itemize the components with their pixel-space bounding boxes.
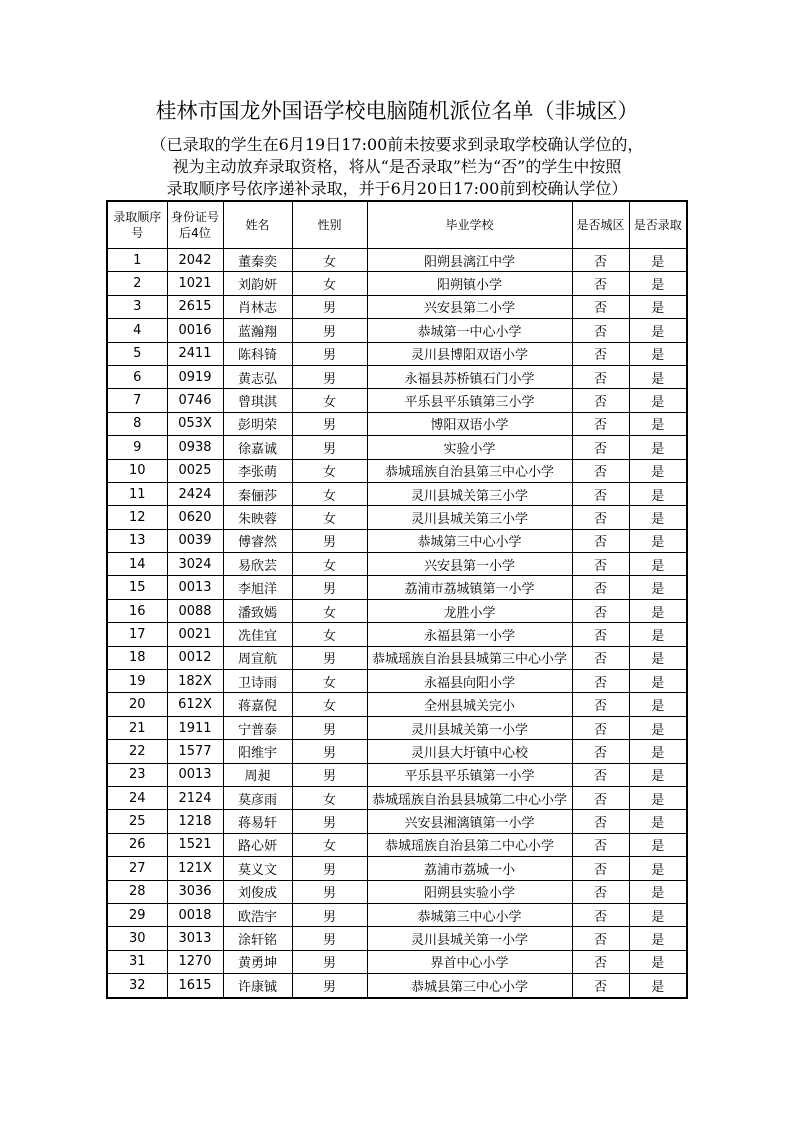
cell-order: 11: [107, 482, 167, 505]
cell-order: 29: [107, 903, 167, 926]
cell-urban: 否: [572, 319, 629, 342]
table-row: [107, 459, 687, 482]
cell-order: 1: [107, 249, 167, 272]
cell-id: 1521: [167, 833, 223, 856]
cell-order: 5: [107, 342, 167, 365]
cell-admitted: 是: [629, 974, 687, 998]
cell-id: 612X: [167, 693, 223, 716]
table-row: [107, 412, 687, 435]
cell-name: 宁普泰: [223, 716, 292, 739]
cell-urban: 否: [572, 693, 629, 716]
cell-gender: 女: [292, 482, 367, 505]
cell-order: 16: [107, 599, 167, 622]
cell-name: 蓝瀚翔: [223, 319, 292, 342]
table-row: [107, 272, 687, 295]
cell-name: 卫诗雨: [223, 670, 292, 693]
table-row: [107, 740, 687, 763]
notice-line: （已录取的学生在6月19日17:00前未按要求到录取学校确认学位的，: [150, 135, 644, 154]
cell-name: 秦俪莎: [223, 482, 292, 505]
cell-urban: 否: [572, 927, 629, 950]
cell-admitted: 是: [629, 623, 687, 646]
table-row: [107, 319, 687, 342]
cell-school: 灵川县城关第三小学: [367, 506, 572, 529]
cell-admitted: 是: [629, 272, 687, 295]
cell-id: 2042: [167, 249, 223, 272]
cell-gender: 女: [292, 389, 367, 412]
cell-urban: 否: [572, 833, 629, 856]
cell-name: 周昶: [223, 763, 292, 786]
cell-name: 蒋易轩: [223, 810, 292, 833]
cell-order: 13: [107, 529, 167, 552]
cell-urban: 否: [572, 553, 629, 576]
cell-name: 周宣航: [223, 646, 292, 669]
cell-name: 冼佳宜: [223, 623, 292, 646]
cell-admitted: 是: [629, 646, 687, 669]
cell-admitted: 是: [629, 506, 687, 529]
cell-name: 蒋嘉倪: [223, 693, 292, 716]
cell-id: 1218: [167, 810, 223, 833]
cell-order: 10: [107, 459, 167, 482]
table-row: [107, 950, 687, 973]
cell-urban: 否: [572, 763, 629, 786]
cell-name: 李张萌: [223, 459, 292, 482]
cell-school: 恭城瑶族自治县第二中心小学: [367, 833, 572, 856]
table-row: [107, 599, 687, 622]
cell-admitted: 是: [629, 599, 687, 622]
cell-gender: 男: [292, 903, 367, 926]
cell-id: 1615: [167, 974, 223, 998]
table-row: [107, 623, 687, 646]
table-row: [107, 786, 687, 809]
table-row: [107, 880, 687, 903]
cell-id: 3013: [167, 927, 223, 950]
cell-school: 恭城第一中心小学: [367, 319, 572, 342]
cell-urban: 否: [572, 623, 629, 646]
table-row: [107, 249, 687, 272]
cell-school: 平乐县平乐镇第三小学: [367, 389, 572, 412]
page-title: 桂林市国龙外国语学校电脑随机派位名单（非城区）: [155, 99, 639, 123]
cell-admitted: 是: [629, 740, 687, 763]
cell-admitted: 是: [629, 950, 687, 973]
cell-admitted: 是: [629, 249, 687, 272]
cell-school: 阳朔县漓江中学: [367, 249, 572, 272]
cell-name: 阳维宇: [223, 740, 292, 763]
cell-school: 实验小学: [367, 436, 572, 459]
cell-name: 董秦奕: [223, 249, 292, 272]
table-row: [107, 389, 687, 412]
cell-urban: 否: [572, 249, 629, 272]
cell-school: 全州县城关完小: [367, 693, 572, 716]
cell-gender: 男: [292, 319, 367, 342]
cell-admitted: 是: [629, 576, 687, 599]
cell-school: 恭城县第三中心小学: [367, 974, 572, 998]
cell-gender: 男: [292, 646, 367, 669]
cell-school: 恭城瑶族自治县县城第三中心小学: [367, 646, 572, 669]
cell-school: 兴安县第二小学: [367, 295, 572, 318]
cell-admitted: 是: [629, 365, 687, 388]
table-row: [107, 506, 687, 529]
col-header-school: 毕业学校: [367, 201, 572, 249]
cell-order: 9: [107, 436, 167, 459]
cell-school: 界首中心小学: [367, 950, 572, 973]
cell-school: 阳朔县实验小学: [367, 880, 572, 903]
cell-id: 0025: [167, 459, 223, 482]
cell-admitted: 是: [629, 716, 687, 739]
table-row: [107, 857, 687, 880]
cell-urban: 否: [572, 389, 629, 412]
cell-gender: 女: [292, 553, 367, 576]
cell-id: 2411: [167, 342, 223, 365]
notice-line: 视为主动放弃录取资格，将从“是否录取”栏为“否”的学生中按照: [172, 157, 622, 176]
table-row: [107, 763, 687, 786]
cell-urban: 否: [572, 857, 629, 880]
table-row: [107, 974, 687, 998]
cell-order: 32: [107, 974, 167, 998]
cell-urban: 否: [572, 646, 629, 669]
cell-order: 27: [107, 857, 167, 880]
cell-order: 6: [107, 365, 167, 388]
cell-admitted: 是: [629, 295, 687, 318]
cell-admitted: 是: [629, 553, 687, 576]
cell-gender: 女: [292, 459, 367, 482]
cell-urban: 否: [572, 740, 629, 763]
cell-order: 21: [107, 716, 167, 739]
notice-line: 录取顺序号依序递补录取，并于6月20日17:00前到校确认学位）: [166, 179, 628, 198]
cell-name: 傅睿然: [223, 529, 292, 552]
cell-urban: 否: [572, 974, 629, 998]
cell-gender: 女: [292, 693, 367, 716]
cell-admitted: 是: [629, 412, 687, 435]
cell-urban: 否: [572, 810, 629, 833]
cell-gender: 男: [292, 950, 367, 973]
cell-id: 182X: [167, 670, 223, 693]
cell-urban: 否: [572, 880, 629, 903]
cell-school: 灵川县城关第一小学: [367, 716, 572, 739]
table-body: [107, 249, 687, 998]
cell-school: 灵川县城关第三小学: [367, 482, 572, 505]
cell-order: 14: [107, 553, 167, 576]
cell-name: 黄勇坤: [223, 950, 292, 973]
col-header-name: 姓名: [223, 201, 292, 249]
cell-id: 0013: [167, 763, 223, 786]
cell-school: 龙胜小学: [367, 599, 572, 622]
cell-name: 莫彦雨: [223, 786, 292, 809]
cell-name: 李旭洋: [223, 576, 292, 599]
cell-gender: 男: [292, 529, 367, 552]
cell-school: 博阳双语小学: [367, 412, 572, 435]
cell-gender: 男: [292, 342, 367, 365]
cell-id: 0919: [167, 365, 223, 388]
col-header-admitted: 是否录取: [629, 201, 687, 249]
cell-gender: 女: [292, 670, 367, 693]
cell-id: 0012: [167, 646, 223, 669]
cell-order: 18: [107, 646, 167, 669]
cell-order: 17: [107, 623, 167, 646]
cell-id: 053X: [167, 412, 223, 435]
cell-admitted: 是: [629, 389, 687, 412]
cell-urban: 否: [572, 950, 629, 973]
cell-order: 20: [107, 693, 167, 716]
cell-gender: 女: [292, 272, 367, 295]
cell-urban: 否: [572, 670, 629, 693]
cell-gender: 男: [292, 740, 367, 763]
cell-name: 易欣芸: [223, 553, 292, 576]
cell-admitted: 是: [629, 880, 687, 903]
cell-order: 26: [107, 833, 167, 856]
cell-school: 灵川县博阳双语小学: [367, 342, 572, 365]
table-row: [107, 295, 687, 318]
cell-gender: 男: [292, 810, 367, 833]
cell-id: 2124: [167, 786, 223, 809]
cell-admitted: 是: [629, 786, 687, 809]
cell-id: 0016: [167, 319, 223, 342]
cell-admitted: 是: [629, 927, 687, 950]
cell-admitted: 是: [629, 857, 687, 880]
table-row: [107, 903, 687, 926]
cell-school: 平乐县平乐镇第一小学: [367, 763, 572, 786]
cell-order: 3: [107, 295, 167, 318]
cell-id: 1911: [167, 716, 223, 739]
cell-gender: 女: [292, 786, 367, 809]
cell-urban: 否: [572, 786, 629, 809]
col-header-id: 身份证号后4位: [167, 201, 223, 249]
cell-gender: 男: [292, 576, 367, 599]
table-row: [107, 670, 687, 693]
cell-gender: 男: [292, 927, 367, 950]
cell-admitted: 是: [629, 482, 687, 505]
cell-order: 2: [107, 272, 167, 295]
table-row: [107, 342, 687, 365]
cell-gender: 男: [292, 365, 367, 388]
cell-urban: 否: [572, 436, 629, 459]
cell-school: 兴安县湘漓镇第一小学: [367, 810, 572, 833]
table-row: [107, 482, 687, 505]
cell-id: 0938: [167, 436, 223, 459]
cell-school: 永福县苏桥镇石门小学: [367, 365, 572, 388]
cell-gender: 男: [292, 880, 367, 903]
cell-school: 兴安县第一小学: [367, 553, 572, 576]
cell-school: 恭城第三中心小学: [367, 529, 572, 552]
cell-gender: 男: [292, 974, 367, 998]
cell-school: 阳朔镇小学: [367, 272, 572, 295]
cell-admitted: 是: [629, 319, 687, 342]
cell-name: 许康铖: [223, 974, 292, 998]
cell-gender: 男: [292, 763, 367, 786]
cell-name: 欧浩宇: [223, 903, 292, 926]
cell-order: 23: [107, 763, 167, 786]
cell-id: 0088: [167, 599, 223, 622]
cell-admitted: 是: [629, 903, 687, 926]
table-header-row: [107, 201, 687, 249]
cell-admitted: 是: [629, 529, 687, 552]
cell-name: 彭明荣: [223, 412, 292, 435]
cell-urban: 否: [572, 506, 629, 529]
admission-table: [106, 200, 688, 999]
cell-school: 恭城瑶族自治县县城第二中心小学: [367, 786, 572, 809]
cell-name: 涂轩铭: [223, 927, 292, 950]
cell-name: 肖林志: [223, 295, 292, 318]
cell-admitted: 是: [629, 342, 687, 365]
cell-order: 4: [107, 319, 167, 342]
col-header-gender: 性别: [292, 201, 367, 249]
cell-urban: 否: [572, 482, 629, 505]
cell-order: 25: [107, 810, 167, 833]
cell-name: 潘致嫣: [223, 599, 292, 622]
cell-school: 荔浦市荔城镇第一小学: [367, 576, 572, 599]
table-row: [107, 810, 687, 833]
cell-school: 恭城瑶族自治县第三中心小学: [367, 459, 572, 482]
cell-id: 2424: [167, 482, 223, 505]
cell-urban: 否: [572, 295, 629, 318]
cell-gender: 男: [292, 857, 367, 880]
table-row: [107, 693, 687, 716]
cell-id: 0021: [167, 623, 223, 646]
cell-urban: 否: [572, 599, 629, 622]
cell-id: 1577: [167, 740, 223, 763]
cell-gender: 女: [292, 833, 367, 856]
cell-id: 1021: [167, 272, 223, 295]
cell-urban: 否: [572, 903, 629, 926]
cell-urban: 否: [572, 412, 629, 435]
cell-urban: 否: [572, 576, 629, 599]
cell-urban: 否: [572, 272, 629, 295]
cell-id: 0018: [167, 903, 223, 926]
cell-gender: 女: [292, 506, 367, 529]
cell-admitted: 是: [629, 833, 687, 856]
table-row: [107, 576, 687, 599]
cell-admitted: 是: [629, 459, 687, 482]
table-row: [107, 365, 687, 388]
table-row: [107, 529, 687, 552]
cell-gender: 女: [292, 249, 367, 272]
cell-name: 黄志弘: [223, 365, 292, 388]
cell-urban: 否: [572, 365, 629, 388]
cell-name: 陈科锜: [223, 342, 292, 365]
cell-name: 曾琪淇: [223, 389, 292, 412]
cell-id: 2615: [167, 295, 223, 318]
cell-id: 1270: [167, 950, 223, 973]
cell-id: 0620: [167, 506, 223, 529]
col-header-order: 录取顺序号: [107, 201, 167, 249]
cell-school: 荔浦市荔城一小: [367, 857, 572, 880]
notice: [0, 134, 794, 200]
cell-school: 永福县向阳小学: [367, 670, 572, 693]
cell-order: 19: [107, 670, 167, 693]
cell-id: 0013: [167, 576, 223, 599]
cell-school: 恭城第三中心小学: [367, 903, 572, 926]
cell-order: 22: [107, 740, 167, 763]
cell-gender: 男: [292, 716, 367, 739]
cell-gender: 女: [292, 599, 367, 622]
cell-name: 刘韵妍: [223, 272, 292, 295]
cell-admitted: 是: [629, 810, 687, 833]
cell-name: 刘俊成: [223, 880, 292, 903]
table-row: [107, 716, 687, 739]
cell-order: 15: [107, 576, 167, 599]
cell-gender: 男: [292, 295, 367, 318]
cell-order: 30: [107, 927, 167, 950]
table-row: [107, 927, 687, 950]
cell-id: 0039: [167, 529, 223, 552]
cell-order: 12: [107, 506, 167, 529]
cell-name: 路心妍: [223, 833, 292, 856]
cell-id: 3036: [167, 880, 223, 903]
cell-urban: 否: [572, 529, 629, 552]
cell-urban: 否: [572, 459, 629, 482]
cell-order: 28: [107, 880, 167, 903]
cell-id: 3024: [167, 553, 223, 576]
table-row: [107, 646, 687, 669]
table-row: [107, 833, 687, 856]
cell-urban: 否: [572, 342, 629, 365]
cell-urban: 否: [572, 716, 629, 739]
table-row: [107, 553, 687, 576]
cell-gender: 男: [292, 412, 367, 435]
cell-order: 8: [107, 412, 167, 435]
cell-id: 121X: [167, 857, 223, 880]
table-row: [107, 436, 687, 459]
cell-school: 灵川县城关第一小学: [367, 927, 572, 950]
cell-name: 朱映蓉: [223, 506, 292, 529]
cell-admitted: 是: [629, 436, 687, 459]
cell-order: 31: [107, 950, 167, 973]
cell-order: 7: [107, 389, 167, 412]
cell-admitted: 是: [629, 670, 687, 693]
cell-school: 灵川县大圩镇中心校: [367, 740, 572, 763]
cell-gender: 女: [292, 623, 367, 646]
cell-name: 莫义文: [223, 857, 292, 880]
col-header-urban: 是否城区: [572, 201, 629, 249]
cell-order: 24: [107, 786, 167, 809]
cell-name: 徐嘉诚: [223, 436, 292, 459]
cell-admitted: 是: [629, 763, 687, 786]
cell-school: 永福县第一小学: [367, 623, 572, 646]
cell-id: 0746: [167, 389, 223, 412]
cell-gender: 男: [292, 436, 367, 459]
cell-admitted: 是: [629, 693, 687, 716]
